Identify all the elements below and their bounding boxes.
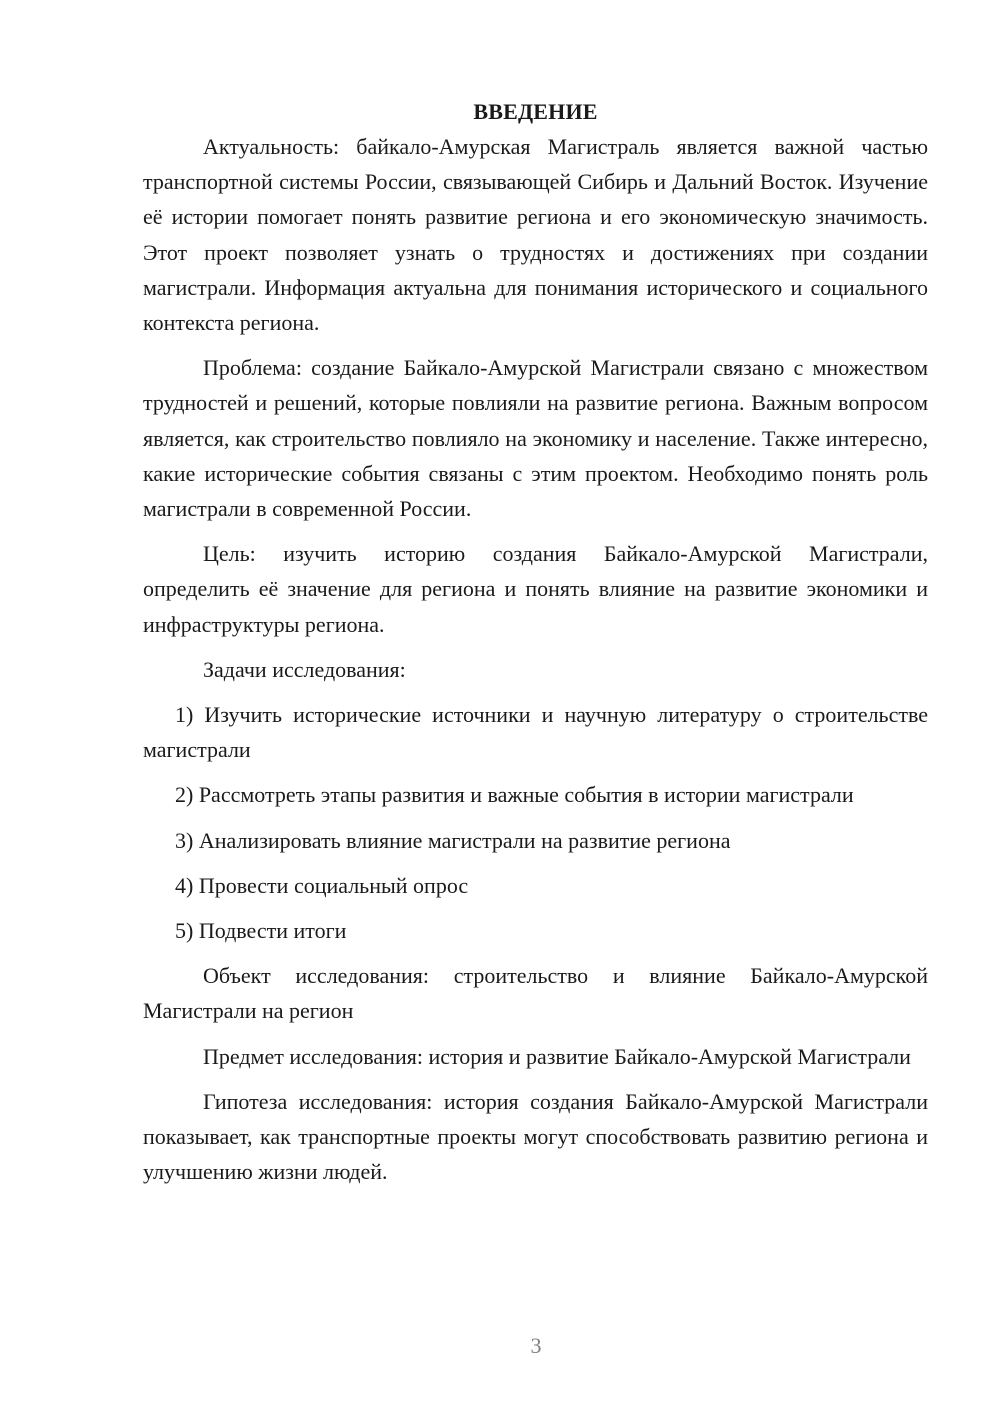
object-paragraph: Объект исследования: строительство и влияние Байкало-Амурской Магистрали на регион xyxy=(143,963,928,1024)
task-item-3: 3) Анализировать влияние магистрали на развитие региона xyxy=(175,827,731,853)
task-item-5: 5) Подвести итоги xyxy=(175,918,347,944)
page-number: 3 xyxy=(530,1333,542,1358)
problem-paragraph: Проблема: создание Байкало-Амурской Магистрали связано с множеством трудностей и решений, которые повлияли на развитие региона. Важным вопросом является, как строительство повлияло на экономику и население. Также интересно, какие исторические события связаны с этим проектом. Необходимо понять роль магистрали в современной России. xyxy=(143,355,928,522)
relevance-paragraph: Актуальность: байкало-Амурская Магистраль является важной частью транспортной системы России, связывающей Сибирь и Дальний Восток. Изучение её истории помогает понять развитие региона и его экономическую значимость. Этот проект позволяет узнать о трудностях и достижениях при создании магистрали. Информация актуальна для понимания исторического и социального контекста региона. xyxy=(143,134,928,336)
task-item-4: 4) Провести социальный опрос xyxy=(175,872,469,898)
hypothesis-paragraph: Гипотеза исследования: история создания Байкало-Амурской Магистрали показывает, как транспортные проекты могут способствовать развитию региона и улучшению жизни людей. xyxy=(143,1088,928,1185)
tasks-heading: Задачи исследования: xyxy=(203,656,406,682)
goal-paragraph: Цель: изучить историю создания Байкало-Амурской Магистрали, определить её значение для региона и понять влияние на развитие экономики и инфраструктуры региона. xyxy=(143,541,928,637)
document-page xyxy=(143,94,928,1199)
task-item-1: 1) Изучить исторические источники и научную литературу о строительстве магистрали xyxy=(143,702,928,763)
task-item-2: 2) Рассмотреть этапы развития и важные события в истории магистрали xyxy=(175,782,854,808)
page-title: ВВЕДЕНИЕ xyxy=(473,99,598,124)
subject-paragraph: Предмет исследования: история и развитие Байкало-Амурской Магистрали xyxy=(203,1043,911,1069)
